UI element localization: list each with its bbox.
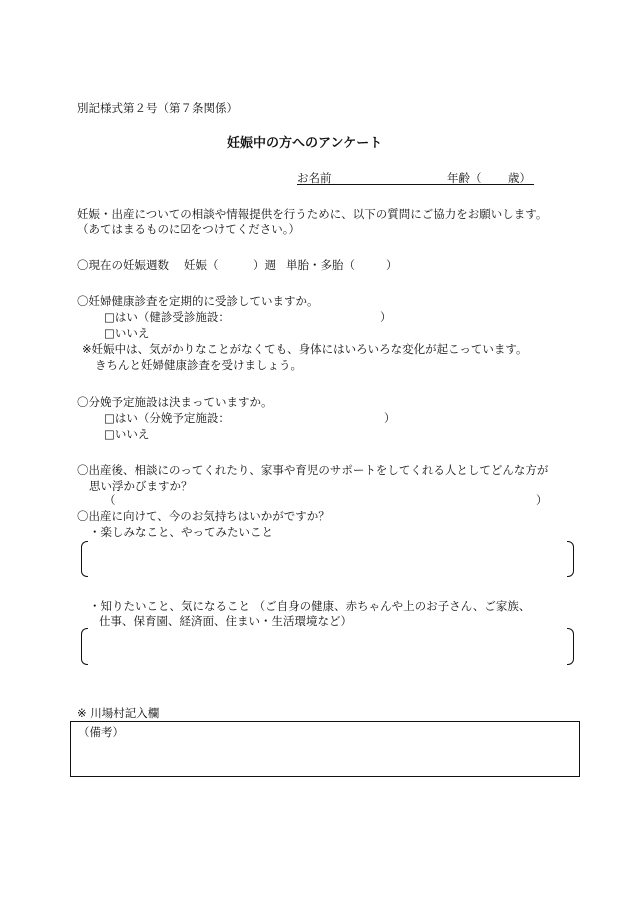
intro-line-1: 妊娠・出産についての相談や情報提供を行うために、以下の質問にご協力をお願いします。 (77, 207, 548, 221)
q5-item-1-bracket-right (567, 541, 574, 577)
q2-yes-close: ） (380, 310, 392, 324)
q1-weeks-open: 妊娠（ (184, 258, 219, 272)
q5-item-2-line-1: ・知りたいこと、気になること （ご自身の健康、赤ちゃんや上のお子さん、ご家族、 (89, 599, 531, 613)
q5-item-1: ・楽しみなこと、やってみたいこと (89, 525, 273, 539)
name-label: お名前 (297, 171, 332, 185)
q5-item-2-answer-area[interactable] (90, 630, 565, 663)
age-label: 年齢（ (447, 171, 482, 185)
q3-yes-close: ） (384, 411, 396, 425)
q5-item-1-bracket-left (81, 541, 88, 577)
page-title: 妊娠中の方へのアンケート (227, 136, 383, 151)
name-underline[interactable] (297, 184, 534, 185)
q4-open-paren: （ (104, 493, 116, 507)
remarks-label: （備考） (78, 725, 124, 739)
q1-weeks-close: ）週 (253, 258, 276, 272)
intro-line-2: （あてはまるものに☑をつけてください。） (77, 222, 301, 236)
q2-yes-option[interactable]: □はい（健診受診施設： (104, 310, 230, 324)
q5-item-1-answer-area[interactable] (90, 543, 565, 575)
q4-close-paren: ） (536, 493, 548, 507)
form-number: 別記様式第２号（第７条関係） (77, 101, 238, 115)
remarks-box (70, 721, 580, 777)
q5-item-2-bracket-left (81, 628, 88, 665)
office-use-label: ※ 川場村記入欄 (77, 706, 160, 720)
q3-question: 〇分娩予定施設は決まっていますか。 (77, 395, 273, 409)
q5-item-2-bracket-right (567, 628, 574, 665)
q3-no-option[interactable]: □いいえ (104, 427, 150, 441)
q2-note-1: ※妊娠中は、気がかりなことがなくても、身体にはいろいろな変化が起こっています。 (82, 342, 528, 356)
q5-item-2-line-2: 仕事、保育園、経済面、住まい・生活環境など） (99, 614, 352, 628)
q1-multiple-label: 単胎・多胎（ (286, 258, 355, 272)
age-unit: 歳） (508, 171, 531, 185)
q4-question-2: 思い浮かびますか？ (89, 479, 193, 493)
q3-yes-option[interactable]: □はい（分娩予定施設： (104, 411, 230, 425)
q1-label: 〇現在の妊娠週数 (77, 258, 169, 272)
q1-multiple-close: ） (386, 258, 398, 272)
q2-note-2: きちんと妊婦健康診査を受けましょう。 (95, 358, 302, 372)
q5-question: 〇出産に向けて、今のお気持ちはいかがですか？ (77, 509, 330, 523)
q2-no-option[interactable]: □いいえ (104, 326, 150, 340)
q2-question: 〇妊婦健康診査を定期的に受診していますか。 (77, 294, 319, 308)
q4-question-1: 〇出産後、相談にのってくれたり、家事や育児のサポートをしてくれる人としてどんな方が (77, 463, 549, 477)
